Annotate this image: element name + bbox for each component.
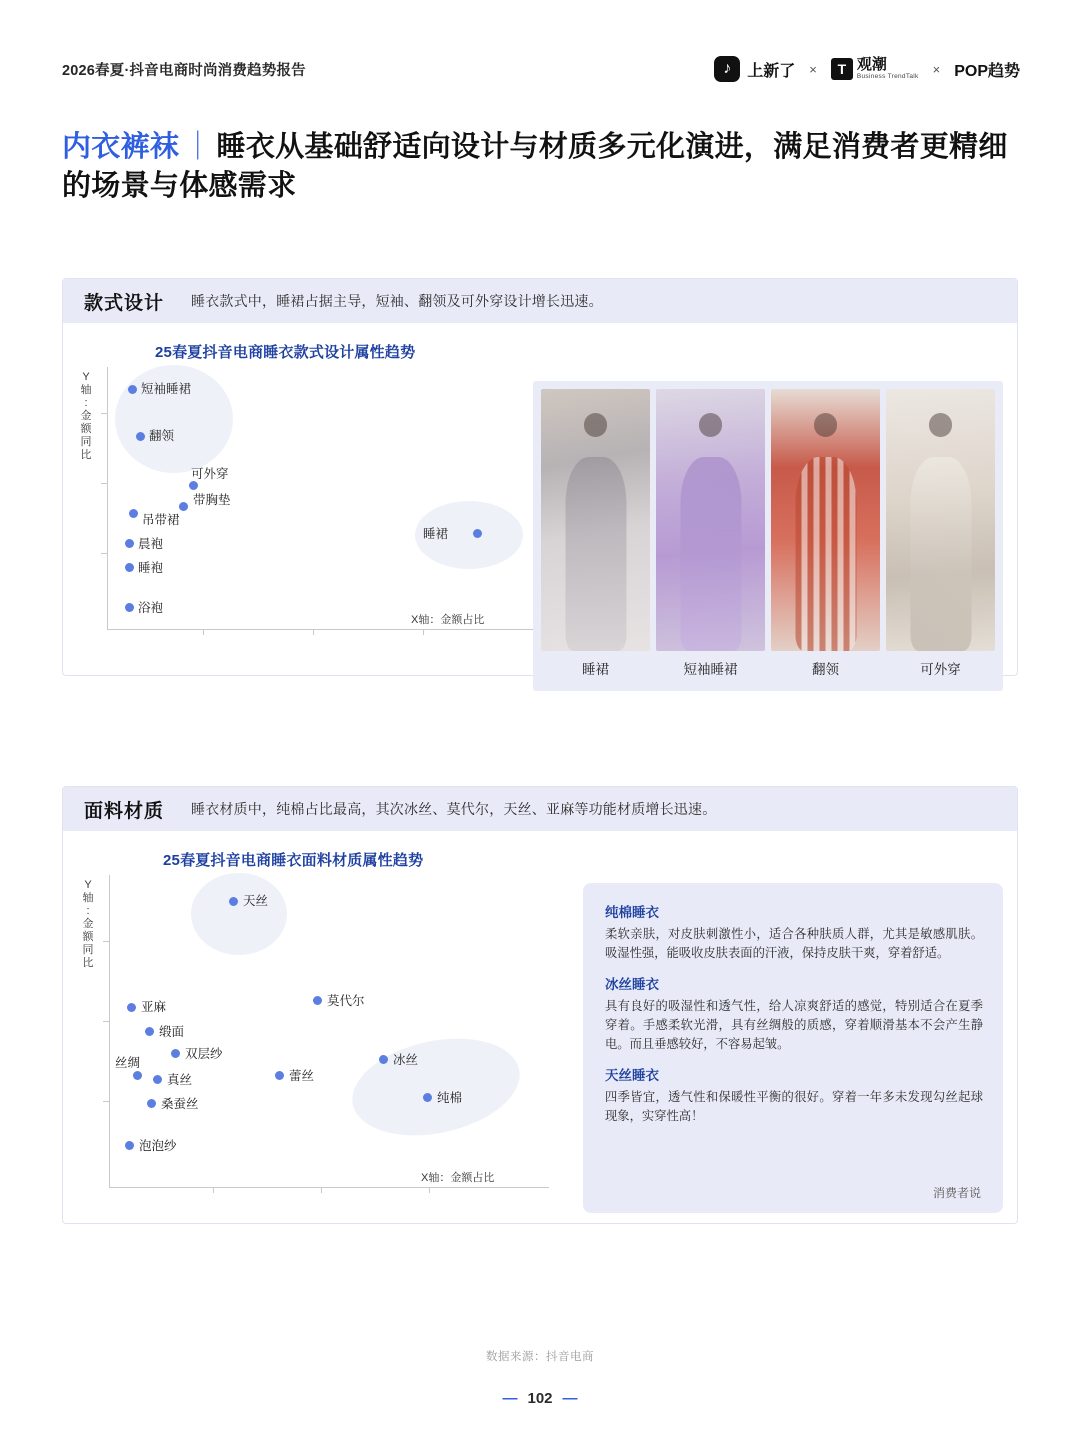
style-chart-point-label: 翻领 bbox=[149, 429, 175, 443]
figure-shape bbox=[910, 457, 971, 651]
style-chart-ytick-2 bbox=[101, 483, 107, 484]
style-chart-point bbox=[125, 563, 134, 572]
fabric-chart-ytick-1 bbox=[103, 941, 109, 942]
fabric-insight-panel bbox=[583, 883, 1003, 1213]
figure-head bbox=[814, 413, 838, 437]
fabric-chart-ytick-2 bbox=[103, 1021, 109, 1022]
title-divider: ｜ bbox=[183, 131, 213, 163]
style-chart-point bbox=[136, 432, 145, 441]
style-section-desc: 睡衣款式中，睡裙占据主导，短袖、翻领及可外穿设计增长迅速。 bbox=[191, 293, 603, 309]
style-photo-image bbox=[656, 389, 765, 651]
fabric-insight-source: 消费者说 bbox=[932, 1186, 981, 1200]
style-chart-xtick-2 bbox=[313, 629, 314, 635]
fabric-insight-group bbox=[605, 973, 983, 1053]
figure-head bbox=[929, 413, 953, 437]
page-title bbox=[62, 128, 1022, 206]
fabric-chart-point bbox=[133, 1071, 142, 1080]
style-chart-point-label: 睡裙 bbox=[423, 527, 449, 541]
figure-shape bbox=[565, 457, 626, 651]
style-photo-image bbox=[541, 389, 650, 651]
fabric-chart-point bbox=[313, 996, 322, 1005]
fabric-chart-point-label: 蕾丝 bbox=[289, 1069, 315, 1083]
fabric-insight-group bbox=[605, 901, 983, 962]
fabric-chart-point bbox=[147, 1099, 156, 1108]
fabric-insight-group bbox=[605, 1064, 983, 1125]
fabric-chart-point-label: 冰丝 bbox=[393, 1053, 419, 1067]
style-chart-point bbox=[125, 539, 134, 548]
fabric-insight-body: 柔软亲肤，对皮肤刺激性小，适合各种肤质人群，尤其是敏感肌肤。吸湿性强，能吸收皮肤表面的汗液，保持皮肤干爽，穿着舒适。 bbox=[605, 927, 983, 960]
fabric-chart-point bbox=[275, 1071, 284, 1080]
fabric-chart-point bbox=[171, 1049, 180, 1058]
brand-douyin bbox=[714, 56, 795, 82]
brand-pop-label: POP趋势 bbox=[954, 62, 1020, 80]
style-chart-point-label: 可外穿 bbox=[191, 467, 229, 481]
fabric-chart-point bbox=[153, 1075, 162, 1084]
style-chart-xtick-3 bbox=[423, 629, 424, 635]
fabric-insight-title: 天丝睡衣 bbox=[605, 1068, 659, 1084]
trendtalk-main: 观潮 bbox=[856, 56, 887, 74]
brand-separator-1: × bbox=[809, 61, 817, 77]
fabric-chart-cluster-2 bbox=[343, 1024, 528, 1149]
trendtalk-label bbox=[857, 57, 919, 81]
page-dash-left: — bbox=[502, 1390, 518, 1407]
style-chart-ytick-1 bbox=[101, 413, 107, 414]
fabric-chart-cluster-1 bbox=[191, 873, 287, 955]
style-chart-xtick-1 bbox=[203, 629, 204, 635]
fabric-chart-point bbox=[127, 1003, 136, 1012]
page-number-value: 102 bbox=[527, 1390, 553, 1407]
fabric-chart-y-axis bbox=[109, 875, 110, 1187]
style-chart-title: 25春夏抖音电商睡衣款式设计属性趋势 bbox=[155, 344, 416, 361]
style-photo-caption: 翻领 bbox=[812, 662, 839, 677]
style-chart-point-label: 晨袍 bbox=[138, 537, 164, 551]
fabric-chart-ytick-3 bbox=[103, 1101, 109, 1102]
figure-shape bbox=[680, 457, 741, 651]
style-chart-x-axis-label: X轴：金额占比 bbox=[411, 614, 485, 626]
fabric-insight-body: 具有良好的吸湿性和透气性，给人凉爽舒适的感觉，特别适合在夏季穿着。手感柔软光滑，具有丝绸般的质感，穿着顺滑基本不会产生静电。而且垂感较好，不容易起皱。 bbox=[605, 999, 983, 1051]
style-chart-point-label: 浴袍 bbox=[138, 601, 164, 615]
style-chart-point bbox=[179, 502, 188, 511]
fabric-section-tag: 面料材质 bbox=[83, 800, 164, 822]
style-photo-caption: 短袖睡裙 bbox=[683, 662, 738, 677]
style-chart-wrap bbox=[63, 323, 1017, 677]
fabric-chart-point-label: 天丝 bbox=[243, 894, 269, 908]
fabric-chart-point-label: 纯棉 bbox=[437, 1091, 463, 1105]
style-chart-x-axis bbox=[107, 629, 541, 630]
fabric-chart-y-axis-label: Y 轴 : 金 额 同 比 bbox=[82, 879, 94, 969]
fabric-chart-x-axis-label: X轴：金额占比 bbox=[421, 1172, 495, 1184]
fabric-chart-point bbox=[229, 897, 238, 906]
brand-trendtalk bbox=[831, 57, 919, 81]
page-header bbox=[62, 52, 1020, 86]
header-report-title: 2026春夏·抖音电商时尚消费趋势报告 bbox=[62, 62, 306, 79]
title-category: 内衣裤袜 bbox=[62, 131, 180, 163]
style-chart-point bbox=[125, 603, 134, 612]
style-photo-cell bbox=[541, 389, 650, 685]
figure-head bbox=[584, 413, 608, 437]
douyin-icon: ♪ bbox=[714, 56, 740, 82]
fabric-chart-point-label: 丝绸 bbox=[115, 1056, 141, 1070]
trendtalk-icon: T bbox=[831, 58, 853, 80]
fabric-chart-title: 25春夏抖音电商睡衣面料材质属性趋势 bbox=[163, 852, 424, 869]
style-chart-point-label: 短袖睡裙 bbox=[141, 382, 192, 396]
fabric-chart-point bbox=[145, 1027, 154, 1036]
style-chart-ytick-3 bbox=[101, 553, 107, 554]
fabric-chart-point-label: 亚麻 bbox=[141, 1000, 167, 1014]
fabric-chart-point-label: 真丝 bbox=[167, 1073, 193, 1087]
style-chart-point bbox=[473, 529, 482, 538]
style-photo-caption: 睡裙 bbox=[582, 662, 609, 677]
fabric-chart-point-label: 缎面 bbox=[159, 1025, 185, 1039]
figure-head bbox=[699, 413, 723, 437]
style-chart-point-label: 睡袍 bbox=[138, 561, 164, 575]
fabric-chart-xtick-2 bbox=[321, 1187, 322, 1193]
style-photo-strip bbox=[533, 381, 1003, 691]
fabric-chart-point bbox=[125, 1141, 134, 1150]
fabric-chart-point-label: 泡泡纱 bbox=[139, 1139, 177, 1153]
brand-douyin-label: 上新了 bbox=[747, 62, 796, 80]
fabric-insight-title: 冰丝睡衣 bbox=[605, 977, 659, 993]
fabric-section-desc: 睡衣材质中，纯棉占比最高，其次冰丝、莫代尔，天丝、亚麻等功能材质增长迅速。 bbox=[191, 801, 717, 817]
fabric-chart-point-label: 双层纱 bbox=[185, 1047, 223, 1061]
header-brand-lockup bbox=[714, 56, 1020, 82]
page-number bbox=[0, 1390, 1080, 1407]
fabric-chart-point-label: 莫代尔 bbox=[327, 994, 365, 1008]
style-photo-cell bbox=[886, 389, 995, 685]
style-chart-point bbox=[189, 481, 198, 490]
figure-shape bbox=[795, 457, 856, 651]
section-style-design bbox=[62, 278, 1018, 676]
trendtalk-sub: Business TrendTalk bbox=[856, 73, 919, 81]
style-photo-image bbox=[771, 389, 880, 651]
data-source-note: 数据来源：抖音电商 bbox=[486, 1351, 594, 1363]
style-chart-point bbox=[129, 509, 138, 518]
style-section-header bbox=[63, 279, 1017, 323]
style-photo-caption: 可外穿 bbox=[920, 662, 961, 677]
fabric-chart-point bbox=[423, 1093, 432, 1102]
fabric-chart-point-label: 桑蚕丝 bbox=[161, 1097, 199, 1111]
fabric-chart-x-axis bbox=[109, 1187, 549, 1188]
style-chart-point-label: 带胸垫 bbox=[193, 493, 231, 507]
fabric-chart-xtick-1 bbox=[213, 1187, 214, 1193]
style-section-tag: 款式设计 bbox=[83, 292, 164, 314]
fabric-insight-title: 纯棉睡衣 bbox=[605, 905, 659, 920]
style-chart-point-label: 吊带裙 bbox=[142, 513, 180, 527]
title-text: 睡衣从基础舒适向设计与材质多元化演进，满足消费者更精细的场景与体感需求 bbox=[62, 131, 1008, 203]
fabric-insight-body: 四季皆宜，透气性和保暖性平衡的很好。穿着一年多未发现勾丝起球现象，实穿性高！ bbox=[605, 1090, 983, 1124]
section-fabric-material bbox=[62, 786, 1018, 1224]
style-photo-cell bbox=[771, 389, 880, 685]
page-dash-right: — bbox=[562, 1390, 578, 1407]
style-photo-image bbox=[886, 389, 995, 651]
style-photo-cell bbox=[656, 389, 765, 685]
style-chart-y-axis bbox=[107, 367, 108, 629]
style-chart-point bbox=[128, 385, 137, 394]
fabric-chart-xtick-3 bbox=[429, 1187, 430, 1193]
fabric-chart-wrap bbox=[63, 831, 1017, 1225]
fabric-section-header bbox=[63, 787, 1017, 831]
brand-separator-2: × bbox=[932, 61, 941, 77]
style-chart-y-axis-label: Y 轴 : 金 额 同 比 bbox=[80, 371, 92, 461]
fabric-chart-point bbox=[379, 1055, 388, 1064]
